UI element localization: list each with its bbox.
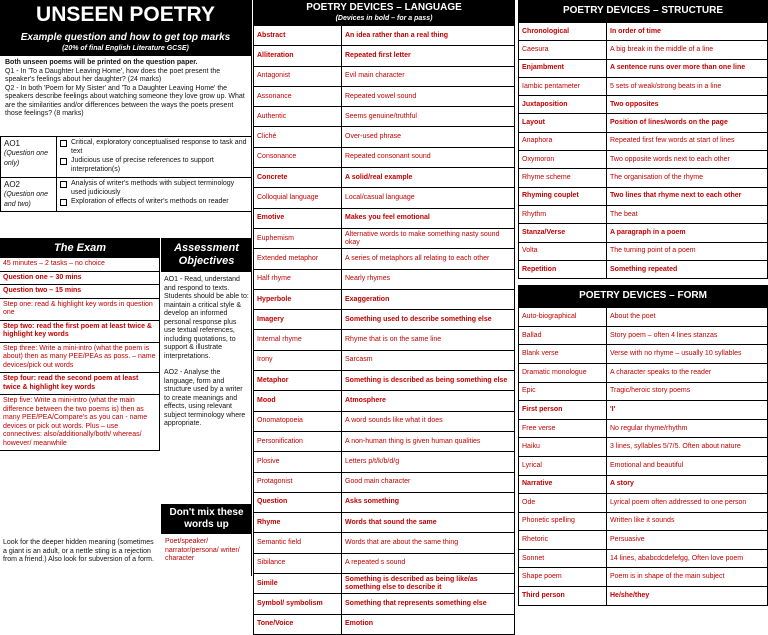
device-term: Phonetic spelling bbox=[519, 512, 607, 531]
device-definition: Seems genuine/truthful bbox=[342, 107, 515, 127]
exam-steps bbox=[0, 258, 160, 451]
language-row bbox=[254, 492, 515, 512]
device-definition: Tragic/heroic story poems bbox=[607, 382, 768, 401]
language-row bbox=[254, 127, 515, 147]
language-row bbox=[254, 107, 515, 127]
form-row bbox=[519, 363, 768, 382]
form-row bbox=[519, 475, 768, 494]
structure-row bbox=[519, 77, 768, 95]
device-definition: Two lines that rhyme next to each other bbox=[607, 187, 768, 205]
device-definition: Over-used phrase bbox=[342, 127, 515, 147]
page-title: UNSEEN POETRY bbox=[0, 0, 251, 30]
structure-row bbox=[519, 187, 768, 205]
form-row bbox=[519, 568, 768, 587]
language-row bbox=[254, 86, 515, 106]
language-row bbox=[254, 26, 515, 46]
device-term: Blank verse bbox=[519, 345, 607, 364]
form-row bbox=[519, 401, 768, 420]
checklist-item[interactable]: Critical, exploratory conceptualised response to task and text bbox=[60, 139, 248, 156]
device-definition: Words that are about the same thing bbox=[342, 533, 515, 553]
device-definition: Two opposite words next to each other bbox=[607, 151, 768, 169]
form-row bbox=[519, 419, 768, 438]
device-term: First person bbox=[519, 401, 607, 420]
device-term: Third person bbox=[519, 587, 607, 606]
device-definition: Alternative words to make something nasty sound okay bbox=[342, 228, 515, 248]
device-term: Euphemism bbox=[254, 228, 342, 248]
device-definition: Poem is in shape of the main subject bbox=[607, 568, 768, 587]
device-term: Colloquial language bbox=[254, 188, 342, 208]
exam-step: Step five: Write a mini-intro (what the main difference between the two poems is) then as many PEE/PEA/Compare's as you can - name devices or pick out words. Plus – use connectives: also/additionally/both/ whereas/ however/ meanwhile bbox=[0, 395, 160, 451]
device-definition: Story poem – often 4 lines stanzas bbox=[607, 326, 768, 345]
device-term: Dramatic monologue bbox=[519, 363, 607, 382]
structure-row bbox=[519, 23, 768, 41]
structure-heading: POETRY DEVICES – STRUCTURE bbox=[518, 0, 768, 22]
device-term: Emotive bbox=[254, 208, 342, 228]
language-row bbox=[254, 228, 515, 248]
structure-row bbox=[519, 96, 768, 114]
device-definition: The turning point of a poem bbox=[607, 242, 768, 260]
language-row bbox=[254, 391, 515, 411]
device-term: Irony bbox=[254, 350, 342, 370]
language-column bbox=[253, 0, 515, 628]
form-row bbox=[519, 456, 768, 475]
device-definition: Sarcasm bbox=[342, 350, 515, 370]
device-term: Authentic bbox=[254, 107, 342, 127]
language-row bbox=[254, 513, 515, 533]
device-term: Simile bbox=[254, 574, 342, 594]
device-term: Caesura bbox=[519, 41, 607, 59]
language-row bbox=[254, 431, 515, 451]
question-one: Q1 - In 'To a Daughter Leaving Home', how does the poet present the speaker's feelings about her daughter? (24 marks) bbox=[5, 67, 221, 83]
exam-step: Step three: Write a mini-intro (what the poem is about) then as many PEE/PEAs as poss. – name devices/pick out words bbox=[0, 343, 160, 374]
device-term: Layout bbox=[519, 114, 607, 132]
form-row bbox=[519, 308, 768, 327]
language-row bbox=[254, 574, 515, 594]
checkbox-icon[interactable] bbox=[60, 158, 67, 165]
device-term: Rhyme bbox=[254, 513, 342, 533]
device-definition: Words that sound the same bbox=[342, 513, 515, 533]
language-row bbox=[254, 330, 515, 350]
language-row bbox=[254, 66, 515, 86]
assessment-objectives bbox=[161, 238, 252, 433]
form-heading: POETRY DEVICES – FORM bbox=[518, 285, 768, 307]
language-row bbox=[254, 147, 515, 167]
device-definition: Emotional and beautiful bbox=[607, 456, 768, 475]
device-term: Concrete bbox=[254, 168, 342, 188]
device-term: Epic bbox=[519, 382, 607, 401]
language-row bbox=[254, 289, 515, 309]
checkbox-icon[interactable] bbox=[60, 199, 67, 206]
device-term: Rhyming couplet bbox=[519, 187, 607, 205]
device-definition: A story bbox=[607, 475, 768, 494]
language-table bbox=[253, 25, 515, 635]
form-row bbox=[519, 512, 768, 531]
dont-mix-heading: Don't mix these words up bbox=[161, 504, 252, 534]
device-definition: Emotion bbox=[342, 614, 515, 634]
subtitle-box bbox=[0, 30, 251, 56]
device-definition: 'I' bbox=[607, 401, 768, 420]
device-term: Mood bbox=[254, 391, 342, 411]
language-row bbox=[254, 208, 515, 228]
device-definition: A repeated s sound bbox=[342, 553, 515, 573]
device-term: Volta bbox=[519, 242, 607, 260]
structure-row bbox=[519, 242, 768, 260]
device-term: Metaphor bbox=[254, 371, 342, 391]
structure-row bbox=[519, 260, 768, 278]
device-term: Oxymoron bbox=[519, 151, 607, 169]
language-row bbox=[254, 188, 515, 208]
device-term: Consonance bbox=[254, 147, 342, 167]
device-definition: Something that represents something else bbox=[342, 594, 515, 614]
device-term: Antagonist bbox=[254, 66, 342, 86]
device-term: Rhetoric bbox=[519, 531, 607, 550]
language-row bbox=[254, 614, 515, 634]
device-term: Free verse bbox=[519, 419, 607, 438]
device-definition: Repeated first letter bbox=[342, 46, 515, 66]
ao-items bbox=[57, 137, 252, 178]
structure-form-column bbox=[518, 0, 768, 599]
device-term: Personification bbox=[254, 431, 342, 451]
device-definition: Repeated consonant sound bbox=[342, 147, 515, 167]
language-row bbox=[254, 533, 515, 553]
assessment-ao2: AO2 - Analyse the language, form and structure used by a writer to create meanings and effects, using relevant subject terminology where appropriate. bbox=[164, 369, 246, 427]
device-definition: No regular rhyme/rhythm bbox=[607, 419, 768, 438]
language-row bbox=[254, 452, 515, 472]
language-row bbox=[254, 168, 515, 188]
device-definition: A non-human thing is given human qualities bbox=[342, 431, 515, 451]
device-term: Shape poem bbox=[519, 568, 607, 587]
device-definition: Repeated first few words at start of lines bbox=[607, 132, 768, 150]
device-definition: Letters p/t/k/b/d/g bbox=[342, 452, 515, 472]
device-definition: 3 lines, syllables 5/7/5. Often about nature bbox=[607, 438, 768, 457]
device-definition: Persuasive bbox=[607, 531, 768, 550]
structure-table bbox=[518, 22, 768, 279]
device-term: Half rhyme bbox=[254, 269, 342, 289]
exam-step: Question one – 30 mins bbox=[0, 272, 160, 286]
device-definition: Something used to describe something else bbox=[342, 310, 515, 330]
language-row bbox=[254, 350, 515, 370]
ao-key: AO2 (Question one and two) bbox=[1, 178, 57, 212]
form-row bbox=[519, 549, 768, 568]
device-definition: Two opposites bbox=[607, 96, 768, 114]
language-row bbox=[254, 269, 515, 289]
device-term: Internal rhyme bbox=[254, 330, 342, 350]
dont-mix-section bbox=[161, 504, 252, 568]
device-definition: Lyrical poem often addressed to one person bbox=[607, 494, 768, 513]
device-definition: He/she/they bbox=[607, 587, 768, 606]
device-definition: Makes you feel emotional bbox=[342, 208, 515, 228]
device-definition: An idea rather than a real thing bbox=[342, 26, 515, 46]
structure-row bbox=[519, 132, 768, 150]
device-term: Symbol/ symbolism bbox=[254, 594, 342, 614]
structure-row bbox=[519, 224, 768, 242]
structure-row bbox=[519, 41, 768, 59]
device-term: Sonnet bbox=[519, 549, 607, 568]
language-row bbox=[254, 553, 515, 573]
language-row bbox=[254, 411, 515, 431]
exam-step: 45 minutes – 2 tasks – no choice bbox=[0, 258, 160, 272]
device-definition: Local/casual language bbox=[342, 188, 515, 208]
structure-row bbox=[519, 205, 768, 223]
device-definition: The beat bbox=[607, 205, 768, 223]
left-column bbox=[0, 0, 252, 576]
device-term: Auto-biographical bbox=[519, 308, 607, 327]
language-heading: POETRY DEVICES – LANGUAGE (Devices in bold – for a pass) bbox=[253, 0, 515, 25]
device-definition: About the poet bbox=[607, 308, 768, 327]
checkbox-icon[interactable] bbox=[60, 181, 67, 188]
ao-key: AO1 (Question one only) bbox=[1, 137, 57, 178]
stretch-text: Look for the deeper hidden meaning (sometimes a giant is an adult, or a nettle sting is a rejection from a friend.) Also look for subversion of a form. bbox=[3, 539, 154, 563]
subtitle: Example question and how to get top marks bbox=[20, 32, 231, 43]
device-term: Stanza/Verse bbox=[519, 224, 607, 242]
device-term: Anaphora bbox=[519, 132, 607, 150]
device-term: Repetition bbox=[519, 260, 607, 278]
ao-checklist bbox=[0, 136, 252, 212]
language-row bbox=[254, 594, 515, 614]
device-term: Narrative bbox=[519, 475, 607, 494]
form-row bbox=[519, 438, 768, 457]
device-term: Lyrical bbox=[519, 456, 607, 475]
structure-row bbox=[519, 114, 768, 132]
form-row bbox=[519, 494, 768, 513]
device-definition: Good main character bbox=[342, 472, 515, 492]
language-row bbox=[254, 46, 515, 66]
device-definition: A word sounds like what it does bbox=[342, 411, 515, 431]
checklist-item[interactable]: Analysis of writer's methods with subject terminology used judiciously bbox=[60, 180, 248, 197]
device-term: Enjambment bbox=[519, 59, 607, 77]
checklist-item[interactable]: Judicious use of precise references to support interpretation(s) bbox=[60, 157, 248, 174]
device-term: Iambic pentameter bbox=[519, 77, 607, 95]
device-term: Rhyme scheme bbox=[519, 169, 607, 187]
checkbox-icon[interactable] bbox=[60, 140, 67, 147]
language-row bbox=[254, 249, 515, 269]
device-definition: A character speaks to the reader bbox=[607, 363, 768, 382]
device-term: Assonance bbox=[254, 86, 342, 106]
language-row bbox=[254, 310, 515, 330]
device-definition: Something is described as being something else bbox=[342, 371, 515, 391]
device-definition: A big break in the middle of a line bbox=[607, 41, 768, 59]
device-term: Imagery bbox=[254, 310, 342, 330]
subtitle-weighting: (20% of final English Literature GCSE) bbox=[62, 45, 189, 52]
intro-line: Both unseen poems will be printed on the question paper. bbox=[5, 59, 198, 66]
structure-row bbox=[519, 169, 768, 187]
device-term: Extended metaphor bbox=[254, 249, 342, 269]
form-row bbox=[519, 531, 768, 550]
device-term: Haiku bbox=[519, 438, 607, 457]
device-term: Rhythm bbox=[519, 205, 607, 223]
device-definition: Atmosphere bbox=[342, 391, 515, 411]
device-term: Abstract bbox=[254, 26, 342, 46]
device-definition: Asks something bbox=[342, 492, 515, 512]
language-row bbox=[254, 472, 515, 492]
device-definition: Position of lines/words on the page bbox=[607, 114, 768, 132]
device-term: Sibilance bbox=[254, 553, 342, 573]
device-definition: Something is described as being like/as something else to describe it bbox=[342, 574, 515, 594]
device-term: Protagonist bbox=[254, 472, 342, 492]
device-term: Alliteration bbox=[254, 46, 342, 66]
device-term: Ode bbox=[519, 494, 607, 513]
device-definition: Nearly rhymes bbox=[342, 269, 515, 289]
language-row bbox=[254, 371, 515, 391]
exam-section bbox=[0, 238, 160, 451]
stretch-section bbox=[0, 536, 160, 568]
language-subheading: (Devices in bold – for a pass) bbox=[335, 15, 433, 22]
device-definition: A sentence runs over more than one line bbox=[607, 59, 768, 77]
device-definition: Something repeated bbox=[607, 260, 768, 278]
exam-step: Question two – 15 mins bbox=[0, 285, 160, 299]
device-term: Plosive bbox=[254, 452, 342, 472]
form-row bbox=[519, 326, 768, 345]
ao-row bbox=[1, 178, 252, 212]
device-definition: 14 lines, ababcdcdefefgg, Often love poem bbox=[607, 549, 768, 568]
exam-heading: The Exam bbox=[0, 238, 160, 258]
device-definition: 5 sets of weak/strong beats in a line bbox=[607, 77, 768, 95]
form-table bbox=[518, 307, 768, 606]
exam-step: Step four: read the second poem at least twice & highlight key words bbox=[0, 373, 160, 395]
device-definition: Evil main character bbox=[342, 66, 515, 86]
dont-mix-text: Poet/speaker/ narrator/persona/ writer/ character bbox=[165, 538, 240, 562]
device-definition: Rhyme that is on the same line bbox=[342, 330, 515, 350]
form-row bbox=[519, 345, 768, 364]
form-row bbox=[519, 587, 768, 606]
device-term: Tone/Voice bbox=[254, 614, 342, 634]
device-definition: The organisation of the rhyme bbox=[607, 169, 768, 187]
device-term: Question bbox=[254, 492, 342, 512]
device-definition: Written like it sounds bbox=[607, 512, 768, 531]
assessment-heading: Assessment Objectives bbox=[161, 238, 252, 272]
device-term: Juxtaposition bbox=[519, 96, 607, 114]
device-definition: In order of time bbox=[607, 23, 768, 41]
device-term: Semantic field bbox=[254, 533, 342, 553]
structure-row bbox=[519, 59, 768, 77]
ao-row bbox=[1, 137, 252, 178]
question-two: Q2 - In both 'Poem for My Sister' and 'To a Daughter Leaving Home' the speakers describe feelings about watching someone they love grow up. What are the similarities and/or differences between the ways the poets present those feelings? (8 marks) bbox=[5, 84, 245, 117]
structure-row bbox=[519, 151, 768, 169]
form-row bbox=[519, 382, 768, 401]
device-definition: Verse with no rhyme – usually 10 syllables bbox=[607, 345, 768, 364]
ao-items bbox=[57, 178, 252, 212]
device-term: Onomatopoeia bbox=[254, 411, 342, 431]
device-term: Chronological bbox=[519, 23, 607, 41]
device-definition: Exaggeration bbox=[342, 289, 515, 309]
device-definition: Repeated vowel sound bbox=[342, 86, 515, 106]
exam-questions bbox=[0, 56, 251, 136]
device-term: Ballad bbox=[519, 326, 607, 345]
device-term: Hyperbole bbox=[254, 289, 342, 309]
exam-step: Step two: read the first poem at least twice & highlight key words bbox=[0, 321, 160, 343]
device-definition: A series of metaphors all relating to each other bbox=[342, 249, 515, 269]
checklist-item[interactable]: Exploration of effects of writer's methods on reader bbox=[60, 198, 248, 207]
device-definition: A solid/real example bbox=[342, 168, 515, 188]
exam-step: Step one: read & highlight key words in question one bbox=[0, 299, 160, 321]
device-term: Cliché bbox=[254, 127, 342, 147]
device-definition: A paragraph in a poem bbox=[607, 224, 768, 242]
assessment-ao1: AO1 - Read, understand and respond to texts. Students should be able to: maintain a critical style & develop an informed personal response plus use textual references, including quotations, to support & illustrate interpretations. bbox=[164, 276, 249, 360]
